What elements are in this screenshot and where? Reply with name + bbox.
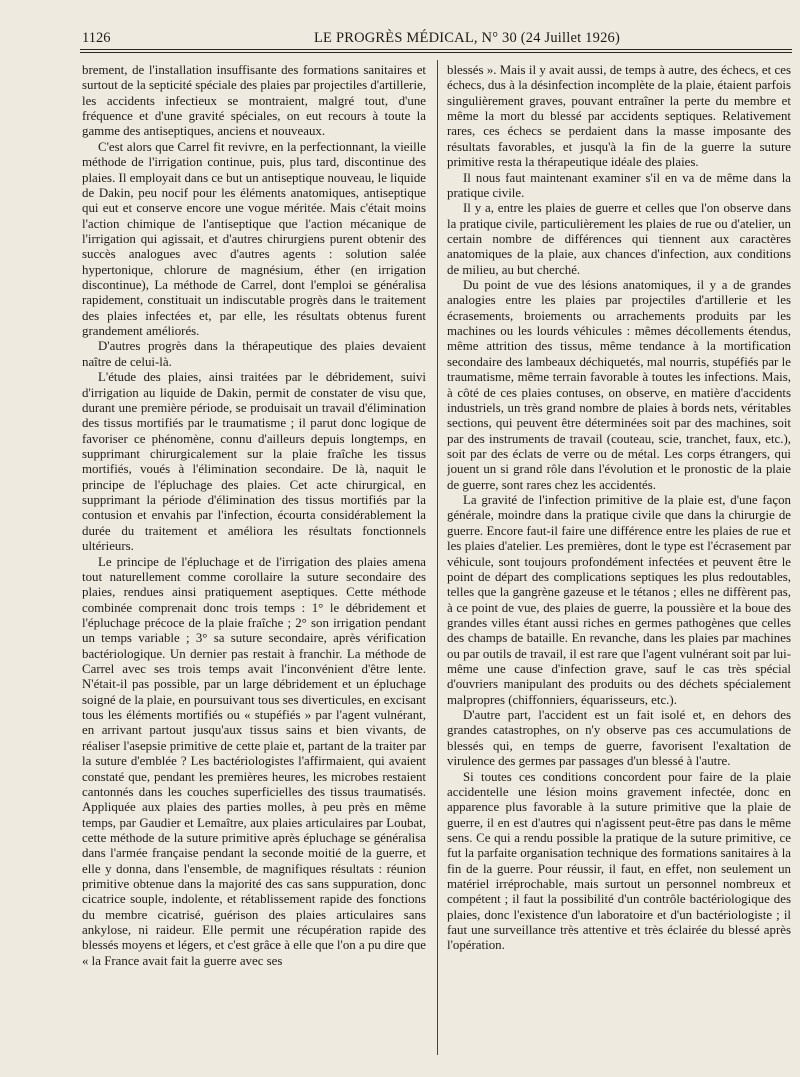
paragraph: D'autres progrès dans la thérapeutique des plaies devaient naître de celui-là.	[82, 339, 426, 369]
paragraph: D'autre part, l'accident est un fait isolé et, en dehors des grandes catastrophes, on n'y observe pas ces accumulations de blessés qui, en temps de guerre, favorisent l'exaltation de virulence des germes par passages d'un blessé à l'autre.	[447, 708, 791, 769]
page-header	[82, 30, 790, 50]
paragraph: brement, de l'installation insuffisante des formations sanitaires et surtout de la septicité spéciale des plaies par projectiles d'artillerie, les accidents infectieux se montraient, malgré tout, d'une fréquence et d'une gravité spéciales, on eut recours à toute la gamme des antiseptiques, anciens et nouveaux.	[82, 63, 426, 139]
header-rule-thin	[80, 52, 792, 53]
paragraph: Il nous faut maintenant examiner s'il en va de même dans la pratique civile.	[447, 170, 791, 200]
paragraph: La gravité de l'infection primitive de la plaie est, d'une façon générale, moindre dans la pratique civile que dans la chirurgie de guerre. Encore faut-il faire une différence entre les plaies de rue et les plaies d'atelier. Les premières, dont le type est l'écrasement par véhicule, sont toujours profondément infectées et peuvent être le point de départ des complications septiques les plus redoutables, telles que la gangrène gazeuse et le tétanos ; elles ne diffèrent pas, à ce point de vue, des plaies de guerre, la poussière et la boue des grandes villes étant aussi riches en germes pathogènes que celles des champs de bataille. En revanche, dans les plaies par machines ou par outils de travail, il est rare que l'agent vulnérant soit par lui-même une cause d'infection grave, sauf le cas très spécial d'ouvriers manipulant des produits ou des déchets spécialement malpropres (chiffonniers, équarisseurs, etc.).	[447, 493, 791, 707]
page-number: 1126	[82, 30, 111, 46]
paragraph: Le principe de l'épluchage et de l'irrigation des plaies amena tout naturellement comme corollaire la suture secondaire des plaies, rendues ainsi pratiquement aseptiques. Cette méthode combinée comprenait donc trois temps : 1° le débridement et l'épluchage précoce de la plaie fraîche ; 2° son irrigation pendant un temps variable ; 3° sa suture secondaire, après vérification bactériologique. Un dernier pas restait à franchir. La méthode de Carrel avec ses trois temps avait l'inconvénient d'être lente. N'était-il pas possible, par un large débridement et un épluchage soigné de la plaie, en poursuivant tous ses diverticules, en excisant tous les éléments mortifiés ou « stupéfiés » par l'agent vulnérant, en arrivant partout jusqu'aux tissus sains et bien vivants, de réaliser l'asepsie primitive de cette plaie et, partant de la traiter par la suture d'emblée ? Les bactériologistes l'affirmaient, qui avaient constaté que, pendant les premières heures, les microbes restaient cantonnés dans les couches superficielles des tissus traumatisés. Appliquée aux plaies des parties molles, à peu près en même temps, par Gaudier et Lemaître, aux plaies articulaires par Loubat, cette méthode de la suture primitive après épluchage se généralisa dans l'armée française pendant la seconde moitié de la guerre, et elle y donna, dans l'ensemble, de magnifiques résultats : réunion primitive obtenue dans la majorité des cas sans suppuration, donc cicatrice souple, indolente, et rétablissement rapide des fonctions du membre cicatrisé, guérison des plaies articulaires sans ankylose, ni raideur. Elle permit une récupération rapide des blessés moyens et légers, et c'est grâce à elle que l'on a pu dire que « la France avait fait la guerre avec ses	[82, 554, 426, 968]
paragraph: blessés ». Mais il y avait aussi, de temps à autre, des échecs, et ces échecs, dus à la désinfection incomplète de la plaie, étaient parfois singulièrement graves, pouvant entraîner la perte du membre et même la mort du blessé par accidents septiques. Relativement rares, ces échecs se perdaient dans la masse imposante des résultats favorables, et jusqu'à la fin de la guerre la suture primitive resta la thérapeutique idéale des plaies.	[447, 63, 791, 170]
header-rule	[80, 49, 792, 50]
paragraph: C'est alors que Carrel fit revivre, en la perfectionnant, la vieille méthode de l'irrigation continue, puis, plus tard, discontinue des plaies. Il employait dans ce but un antiseptique nouveau, le liquide de Dakin, peu nocif pour les éléments anatomiques, antiseptique qui eut et conserve encore une vogue méritée. Mais c'était moins l'action chimique de l'antiseptique que l'action mécanique de l'irrigation qui agissait, et d'autres chirurgiens purent obtenir des succès analogues avec d'autres agents : solution salée hypertonique, chlorure de magnésium, éther (en irrigation discontinue), La méthode de Carrel, dont l'emploi se généralisa rapidement, constituait un indiscutable progrès dans le traitement des plaies infectées et, par elle, les résultats obtenus furent grandement améliorés.	[82, 139, 426, 339]
paragraph: Du point de vue des lésions anatomiques, il y a de grandes analogies entre les plaies par projectiles d'artillerie et les écrasements, broiements ou arrachements produits par les machines ou les lourds véhicules : mêmes décollements étendus, même attrition des tissus, même tendance à la mortification secondaire des lambeaux déchiquetés, mal nourris, stupéfiés par le traumatisme, même terrain favorable à toutes les infections. Mais, à côté de ces plaies contuses, on observe, en matière d'accidents industriels, un très grand nombre de plaies à bords nets, véritables sections, qui peuvent être déterminées soit par des machines, soit par des instruments de travail (couteau, scie, tranchet, faux, etc.), soit par des éclats de verre ou de métal. Les corps étrangers, qui jouent un si grand rôle dans l'évolution et le pronostic de la plaie de guerre, sont rares chez les accidentés.	[447, 278, 791, 492]
paragraph: L'étude des plaies, ainsi traitées par le débridement, suivi d'irrigation au liquide de Dakin, permit de constater de visu que, durant une première période, se produisait un travail d'élimination des tissus mortifiés par le traumatisme ; il parut donc logique de favoriser ce phénomène, connu d'ailleurs depuis longtemps, en supprimant chirurgicalement sur la plaie fraîche les tissus mortifiés, voués à l'élimination secondaire. De là, naquit le principe de l'épluchage des plaies. Cet acte chirurgical, en supprimant la période d'élimination des tissus mortifiés par la contusion et envahis par l'infection, écourta considérablement la durée du traitement et améliora les résultats fonctionnels ultérieurs.	[82, 370, 426, 554]
paragraph: Il y a, entre les plaies de guerre et celles que l'on observe dans la pratique civile, particulièrement les plaies de rue ou d'atelier, un certain nombre de différences qui tiennent aux caractères anatomiques de la plaie, aux chances d'infection, aux conditions de milieu, au but cherché.	[447, 201, 791, 277]
column-divider	[437, 60, 438, 1055]
running-title: LE PROGRÈS MÉDICAL, N° 30 (24 Juillet 1926)	[314, 30, 621, 46]
paragraph: Si toutes ces conditions concordent pour faire de la plaie accidentelle une lésion moins gravement infectée, donc en apparence plus favorable à la suture primitive que la plaie de guerre, il en est d'autres qui n'agissent peut-être pas dans le même sens. Ce qui a rendu possible la pratique de la suture primitive, ce fut la parfaite organisation technique des formations sanitaires à la fin de la guerre. Pour réussir, il faut, en effet, non seulement un matériel irréprochable, mais surtout un personnel nombreux et compétent ; il faut la possibilité d'un contrôle bactériologique des plaies, donc l'existence d'un laboratoire et d'un bactériologiste ; il faut une surveillance très attentive et très éclairée du blessé après l'opération.	[447, 769, 791, 953]
left-column	[82, 63, 426, 1061]
right-column	[447, 63, 791, 1061]
